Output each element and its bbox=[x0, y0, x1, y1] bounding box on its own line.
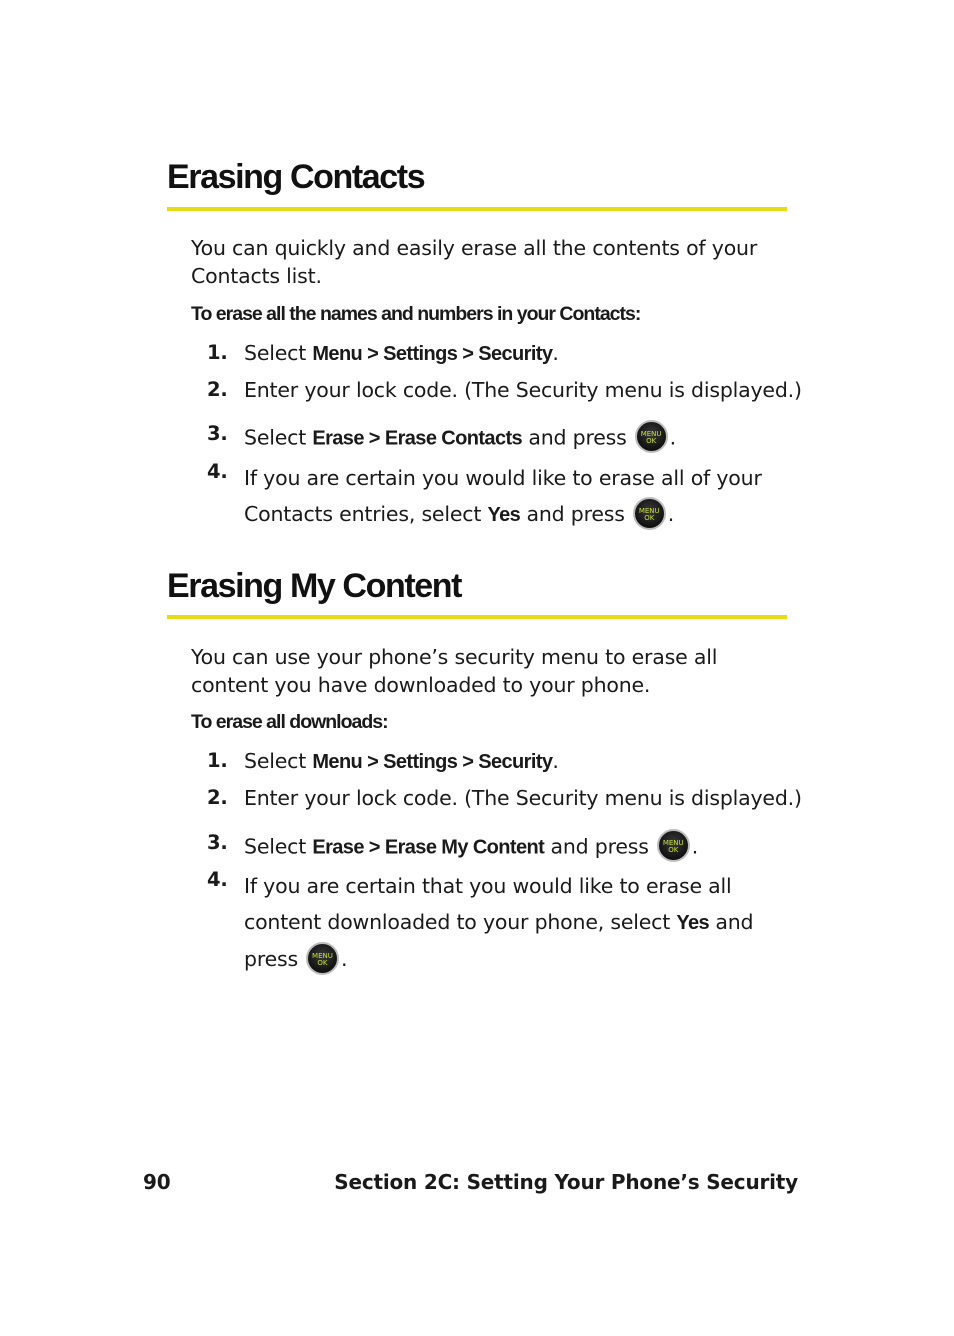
step-text: Select Menu > Settings > Security. bbox=[244, 749, 559, 773]
running-footer-section: Section 2C: Setting Your Phone’s Security bbox=[334, 1170, 798, 1194]
section-title-erasing-my-content: Erasing My Content bbox=[167, 567, 462, 605]
menu-ok-key-icon: MENU OK bbox=[657, 829, 690, 862]
step-text: Enter your lock code. (The Security menu is displayed.) bbox=[244, 378, 802, 402]
menu-ok-key-icon: MENU OK bbox=[306, 942, 339, 975]
step-text: If you are certain you would like to erase all of your Contacts entries, select Yes and press MENU OK . bbox=[244, 460, 804, 533]
step-number: 1. bbox=[207, 749, 228, 772]
step-text: Select Menu > Settings > Security. bbox=[244, 341, 559, 365]
step-number: 2. bbox=[207, 786, 228, 809]
step-text: Enter your lock code. (The Security menu is displayed.) bbox=[244, 786, 802, 810]
intro-paragraph: You can quickly and easily erase all the contents of your Contacts list. bbox=[191, 236, 758, 288]
title-underline bbox=[167, 615, 787, 619]
title-underline bbox=[167, 207, 787, 211]
step-text: If you are certain that you would like to erase all content downloaded to your phone, select Yes and press MENU OK . bbox=[244, 868, 789, 977]
section-title-erasing-contacts: Erasing Contacts bbox=[167, 158, 425, 196]
menu-ok-key-icon: MENU OK bbox=[635, 420, 668, 453]
procedure-subhead: To erase all the names and numbers in your Contacts: bbox=[191, 303, 641, 325]
step-text: Select Erase > Erase My Content and press MENU OK . bbox=[244, 831, 698, 864]
step-number: 3. bbox=[207, 831, 228, 854]
step-text: Select Erase > Erase Contacts and press MENU OK . bbox=[244, 422, 676, 455]
intro-paragraph: You can use your phone’s security menu to erase all content you have downloaded to your phone. bbox=[191, 645, 718, 697]
step-number: 4. bbox=[207, 868, 228, 891]
step-number: 1. bbox=[207, 341, 228, 364]
step-number: 2. bbox=[207, 378, 228, 401]
step-number: 3. bbox=[207, 422, 228, 445]
procedure-subhead: To erase all downloads: bbox=[191, 711, 388, 733]
menu-ok-key-icon: MENU OK bbox=[633, 497, 666, 530]
step-number: 4. bbox=[207, 460, 228, 483]
page-number: 90 bbox=[143, 1170, 171, 1194]
